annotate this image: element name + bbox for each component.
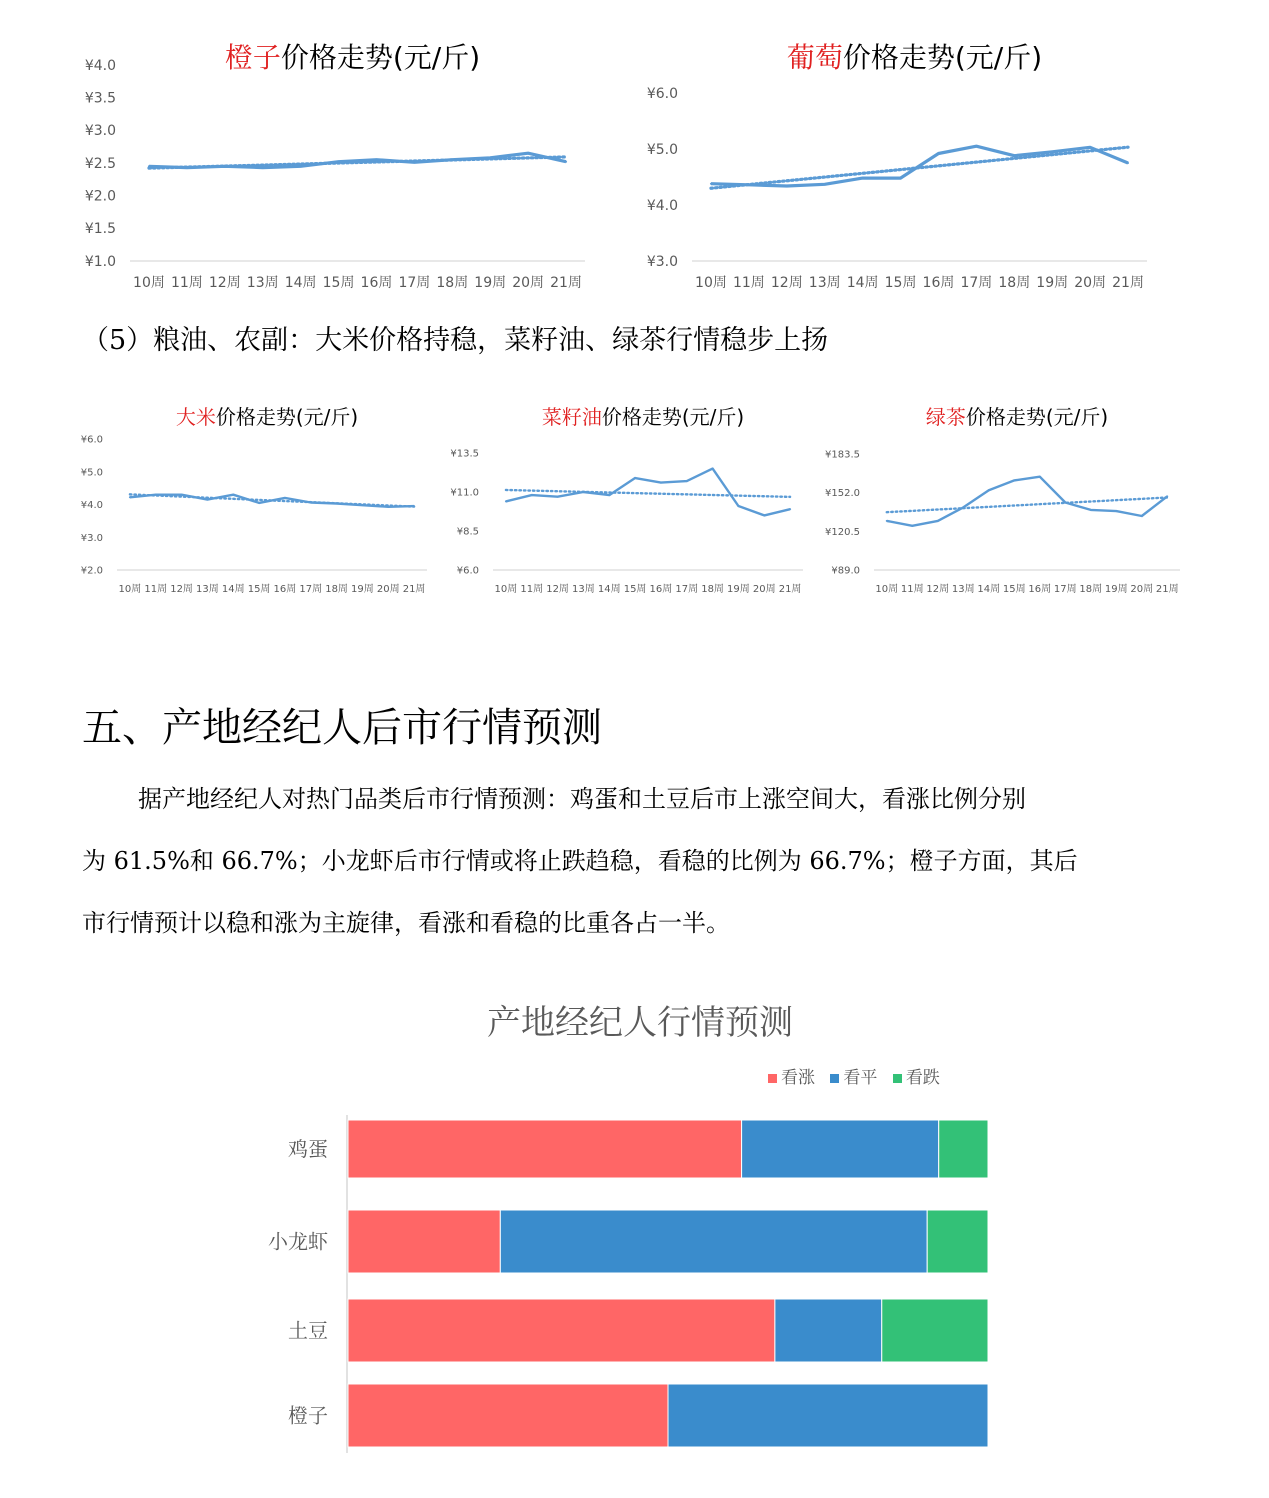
x-tick-label: 16周 — [360, 275, 393, 291]
data-point — [582, 491, 584, 493]
x-tick-label: 12周 — [546, 584, 569, 595]
data-point — [148, 165, 150, 167]
data-point — [1127, 162, 1129, 164]
data-point — [224, 165, 226, 167]
x-tick-label: 21周 — [778, 584, 802, 595]
x-tick-label: 21周 — [1155, 584, 1179, 595]
data-point — [375, 159, 377, 161]
data-point — [565, 161, 567, 163]
x-tick-label: 13周 — [246, 275, 279, 291]
data-point — [489, 157, 491, 159]
x-tick-label: 11周 — [520, 584, 544, 595]
data-point — [1039, 476, 1041, 478]
y-tick-label: ¥3.0 — [80, 532, 103, 544]
x-tick-label: 13周 — [951, 584, 975, 595]
y-tick-label: ¥6.0 — [646, 85, 678, 102]
y-tick-label: ¥13.5 — [450, 448, 479, 460]
y-tick-label: ¥3.0 — [646, 253, 678, 270]
x-tick-label: 21周 — [402, 584, 426, 595]
series-line — [149, 153, 566, 167]
bar-segment — [775, 1299, 882, 1362]
data-point — [737, 505, 739, 507]
x-tick-label: 10周 — [695, 275, 727, 291]
data-point — [862, 177, 864, 179]
chart-title-highlight: 葡萄 — [786, 41, 843, 74]
x-tick-label: 16周 — [649, 584, 673, 595]
rice-price-chart — [62, 395, 442, 605]
x-tick-label: 13周 — [808, 275, 841, 291]
x-tick-label: 14周 — [284, 275, 317, 291]
y-tick-label: ¥2.5 — [84, 155, 116, 172]
y-tick-label: ¥6.0 — [456, 565, 479, 577]
y-tick-label: ¥3.0 — [84, 123, 116, 140]
data-point — [789, 508, 791, 510]
chart-title-rest: 价格走势(元/斤) — [601, 405, 745, 429]
y-tick-label: ¥2.0 — [80, 565, 103, 577]
section-title: 五、产地经纪人后市行情预测 — [82, 705, 602, 751]
forecast-paragraph — [82, 768, 1192, 954]
chart-title — [62, 401, 442, 430]
data-point — [1051, 151, 1053, 153]
data-point — [284, 497, 286, 499]
x-tick-label: 19周 — [474, 275, 507, 291]
x-tick-label: 15周 — [884, 275, 917, 291]
data-point — [413, 505, 415, 507]
x-tick-label: 11周 — [144, 584, 168, 595]
chart-title-highlight: 绿茶 — [925, 405, 966, 429]
data-point — [608, 494, 610, 496]
bar-segment — [742, 1120, 939, 1178]
data-point — [155, 494, 157, 496]
chart-title — [622, 36, 1167, 76]
data-point — [1141, 515, 1143, 517]
data-point — [387, 506, 389, 508]
x-tick-label: 16周 — [273, 584, 297, 595]
data-point — [988, 489, 990, 491]
chart-title-highlight: 大米 — [175, 405, 216, 429]
chart-title-rest: 价格走势(元/斤) — [965, 405, 1109, 429]
x-tick-label: 16周 — [1028, 584, 1052, 595]
data-point — [531, 494, 533, 496]
legend-item-down: 看跌 — [893, 1068, 940, 1088]
x-tick-label: 10周 — [494, 584, 518, 595]
data-point — [1115, 510, 1117, 512]
data-point — [232, 494, 234, 496]
x-tick-label: 16周 — [922, 275, 955, 291]
paragraph-line: 据产地经纪人对热门品类后市行情预测：鸡蛋和土豆后市上涨空间大，看涨比例分别 — [138, 785, 1026, 813]
x-tick-label: 20周 — [1074, 275, 1107, 291]
data-point — [710, 183, 712, 185]
data-point — [886, 520, 888, 522]
data-point — [361, 504, 363, 506]
data-point — [660, 482, 662, 484]
data-point — [748, 184, 750, 186]
x-tick-label: 20周 — [1130, 584, 1154, 595]
chart-title-highlight: 橙子 — [224, 41, 281, 74]
data-point — [413, 161, 415, 163]
y-tick-label: ¥152.0 — [825, 488, 860, 500]
rapeseed-oil-price-chart — [438, 395, 818, 605]
legend-item-flat: 看平 — [830, 1068, 877, 1088]
bar-chart-svg — [240, 985, 1040, 1465]
data-point — [310, 502, 312, 504]
x-tick-label: 19周 — [1036, 275, 1069, 291]
x-tick-label: 18周 — [1079, 584, 1103, 595]
chart-title — [812, 401, 1192, 430]
y-tick-label: ¥4.0 — [84, 57, 116, 74]
x-tick-label: 14周 — [977, 584, 1001, 595]
x-tick-label: 20周 — [376, 584, 400, 595]
grape-price-chart — [622, 30, 1167, 310]
data-point — [900, 177, 902, 179]
data-point — [1166, 495, 1168, 497]
x-tick-label: 17周 — [960, 275, 993, 291]
y-tick-label: ¥6.0 — [80, 434, 103, 446]
y-tick-label: ¥120.5 — [825, 526, 860, 538]
data-point — [911, 525, 913, 527]
y-tick-label: ¥1.5 — [84, 221, 116, 238]
category-label: 橙子 — [288, 1403, 328, 1428]
bar-segment — [882, 1299, 988, 1362]
x-tick-label: 18周 — [701, 584, 724, 595]
chart-title-rest: 价格走势(元/斤) — [215, 405, 359, 429]
trend-line — [711, 147, 1128, 188]
data-point — [1013, 479, 1015, 481]
y-tick-label: ¥3.5 — [84, 90, 116, 107]
x-tick-label: 14周 — [221, 584, 245, 595]
x-tick-label: 15周 — [247, 584, 271, 595]
x-tick-label: 11周 — [170, 275, 203, 291]
data-point — [937, 520, 939, 522]
y-tick-label: ¥5.0 — [80, 467, 103, 479]
data-point — [824, 183, 826, 185]
bar-segment — [500, 1210, 927, 1273]
x-tick-label: 17周 — [398, 275, 431, 291]
x-tick-label: 18周 — [998, 275, 1031, 291]
category-label: 土豆 — [288, 1318, 328, 1343]
data-point — [1064, 501, 1066, 503]
bar-segment — [348, 1210, 500, 1273]
y-tick-label: ¥2.0 — [84, 188, 116, 205]
data-point — [712, 468, 714, 470]
x-tick-label: 20周 — [752, 584, 776, 595]
x-tick-label: 17周 — [299, 584, 323, 595]
x-tick-label: 10周 — [133, 275, 165, 291]
x-tick-label: 12周 — [770, 275, 803, 291]
x-tick-label: 19周 — [351, 584, 374, 595]
x-tick-label: 10周 — [118, 584, 142, 595]
chart-title — [438, 401, 818, 430]
data-point — [686, 480, 688, 482]
data-point — [338, 161, 340, 163]
trend-line — [887, 497, 1168, 512]
x-tick-label: 15周 — [1002, 584, 1026, 595]
bar-segment — [927, 1210, 988, 1273]
bar-segment — [348, 1120, 742, 1178]
data-point — [1090, 509, 1092, 511]
data-point — [505, 500, 507, 502]
data-point — [186, 167, 188, 169]
x-tick-label: 12周 — [170, 584, 193, 595]
data-point — [336, 503, 338, 505]
bar-legend — [768, 1063, 950, 1088]
x-tick-label: 15周 — [322, 275, 355, 291]
x-tick-label: 19周 — [727, 584, 750, 595]
chart-title — [60, 36, 605, 76]
x-tick-label: 18周 — [325, 584, 348, 595]
bar-segment — [939, 1120, 988, 1178]
x-tick-label: 13周 — [572, 584, 595, 595]
y-tick-label: ¥4.0 — [646, 197, 678, 214]
x-tick-label: 12周 — [208, 275, 241, 291]
x-tick-label: 13周 — [196, 584, 219, 595]
section-5-heading: （5）粮油、农副：大米价格持稳，菜籽油、绿茶行情稳步上扬 — [82, 325, 829, 356]
y-tick-label: ¥4.0 — [80, 500, 103, 511]
y-tick-label: ¥11.0 — [450, 487, 479, 499]
y-tick-label: ¥5.0 — [646, 141, 678, 158]
x-tick-label: 11周 — [900, 584, 924, 595]
y-tick-label: ¥183.5 — [825, 449, 860, 461]
bar-segment — [348, 1299, 775, 1362]
data-point — [451, 159, 453, 161]
data-point — [634, 477, 636, 479]
x-tick-label: 11周 — [732, 275, 765, 291]
x-tick-label: 14周 — [597, 584, 621, 595]
x-tick-label: 15周 — [623, 584, 647, 595]
legend-item-up: 看涨 — [768, 1068, 815, 1088]
x-tick-label: 20周 — [512, 275, 545, 291]
x-tick-label: 21周 — [1112, 275, 1144, 291]
data-point — [300, 165, 302, 167]
chart-title-rest: 价格走势(元/斤) — [280, 41, 481, 74]
bar-segment — [668, 1384, 988, 1447]
x-tick-label: 17周 — [675, 584, 699, 595]
x-tick-label: 17周 — [1053, 584, 1077, 595]
x-tick-label: 12周 — [926, 584, 950, 595]
series-line — [887, 477, 1168, 526]
paragraph-line: 为 61.5%和 66.7%；小龙虾后市行情或将止跌趋稳，看稳的比例为 66.7%；橙子方面，其后 — [82, 847, 1078, 875]
data-point — [1089, 146, 1091, 148]
data-point — [962, 506, 964, 508]
data-point — [181, 494, 183, 496]
bar-segment — [348, 1384, 668, 1447]
data-point — [129, 496, 131, 498]
x-tick-label: 21周 — [550, 275, 582, 291]
data-point — [206, 499, 208, 501]
y-tick-label: ¥89.0 — [831, 565, 860, 577]
orange-price-chart — [60, 30, 605, 310]
data-point — [975, 145, 977, 147]
data-point — [258, 502, 260, 504]
x-tick-label: 19周 — [1104, 584, 1128, 595]
paragraph-line: 市行情预计以稳和涨为主旋律，看涨和看稳的比重各占一半。 — [82, 909, 730, 937]
data-point — [527, 152, 529, 154]
x-tick-label: 18周 — [436, 275, 469, 291]
data-point — [1013, 155, 1015, 157]
chart-title-rest: 价格走势(元/斤) — [842, 41, 1043, 74]
green-tea-price-chart — [812, 395, 1192, 605]
y-tick-label: ¥1.0 — [84, 253, 116, 270]
data-point — [262, 167, 264, 169]
data-point — [557, 496, 559, 498]
category-label: 小龙虾 — [268, 1229, 328, 1254]
bar-chart-title: 产地经纪人行情预测 — [487, 1003, 793, 1043]
data-point — [937, 152, 939, 154]
forecast-bar-chart — [240, 985, 1040, 1465]
x-tick-label: 10周 — [875, 584, 899, 595]
data-point — [786, 185, 788, 187]
chart-title-highlight: 菜籽油 — [541, 405, 602, 429]
category-label: 鸡蛋 — [288, 1137, 328, 1161]
y-tick-label: ¥8.5 — [456, 526, 479, 538]
x-tick-label: 14周 — [846, 275, 879, 291]
data-point — [763, 514, 765, 516]
